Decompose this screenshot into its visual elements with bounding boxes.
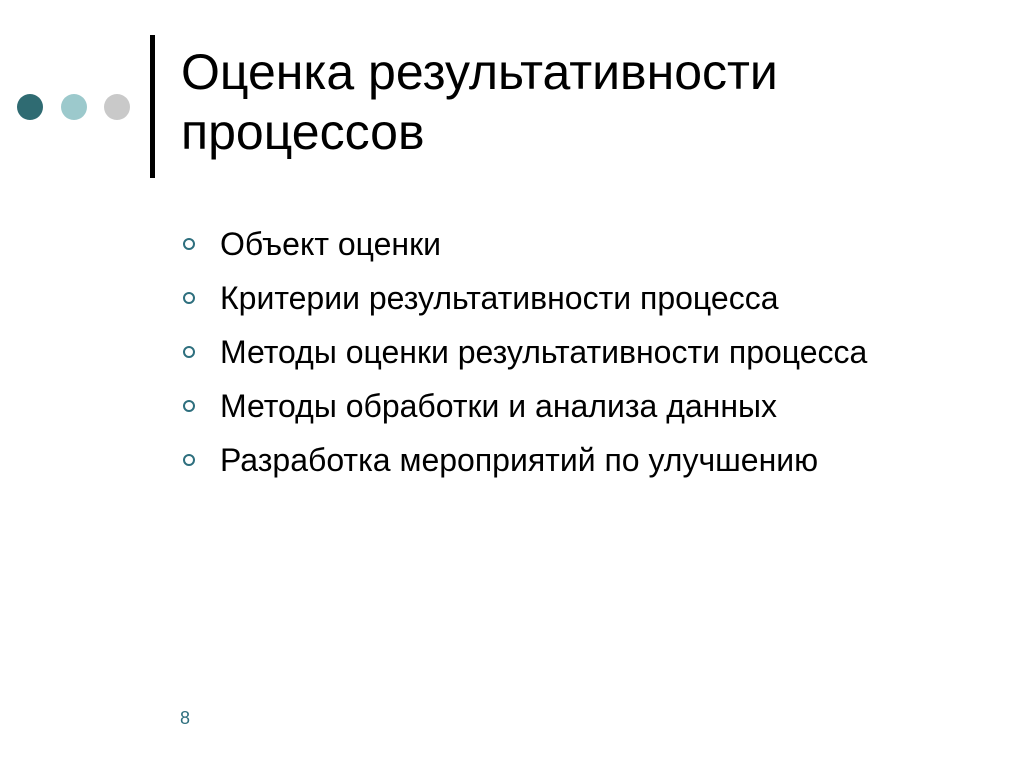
list-item-text: Объект оценки — [220, 226, 441, 262]
bullet-circle-icon — [183, 346, 195, 358]
list-item — [183, 438, 943, 482]
list-item — [183, 330, 943, 374]
list-item — [183, 222, 943, 266]
bullet-circle-icon — [183, 292, 195, 304]
title-divider — [150, 35, 155, 178]
grey-circle-icon — [104, 94, 130, 120]
slide-title: Оценка результативности процессов — [181, 44, 778, 160]
list-item — [183, 384, 943, 428]
list-item-text: Критерии результативности процесса — [220, 280, 779, 316]
list-item — [183, 276, 943, 320]
bullet-circle-icon — [183, 238, 195, 250]
list-item-text: Методы оценки результативности процесса — [220, 334, 868, 370]
dark-circle-icon — [17, 94, 43, 120]
list-item-text: Методы обработки и анализа данных — [220, 388, 778, 424]
bullet-circle-icon — [183, 400, 195, 412]
list-item-text: Разработка мероприятий по улучшению — [220, 442, 819, 478]
bullet-circle-icon — [183, 454, 195, 466]
light-circle-icon — [61, 94, 87, 120]
page-number: 8 — [180, 708, 191, 728]
bullet-list — [183, 222, 943, 492]
